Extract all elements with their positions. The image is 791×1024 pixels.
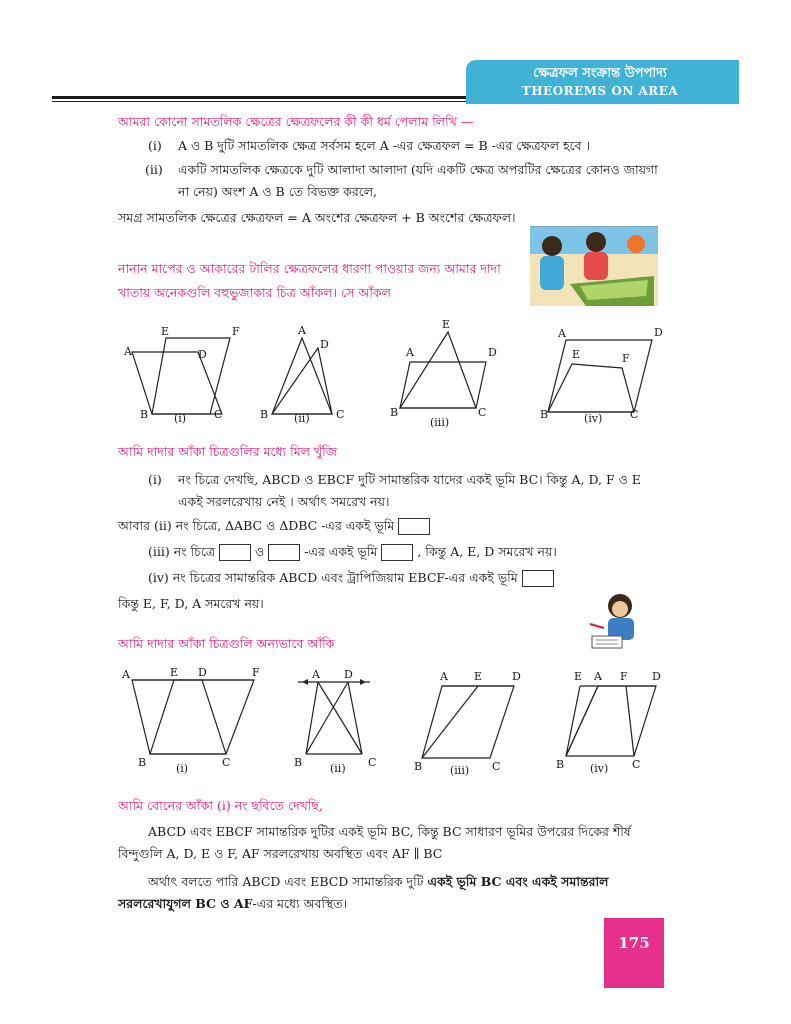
s5-p2-bold1: একই ভূমি BC এবং একই সমান্তরাল [427, 874, 609, 889]
fig3-label-d: D [488, 346, 497, 359]
s5-p1-line1: ABCD এবং EBCF সামান্তরিক দুটির একই ভূমি BC, কিন্তু BC সাধারণ ভূমির উপরের দিকের শীর্ষ [148, 824, 631, 839]
s3-ii-text: আবার (ii) নং চিত্রে, ΔABC ও ΔDBC -এর একই ভূমি [118, 518, 395, 533]
s3-iv-number: (iv) [148, 570, 169, 585]
bfig3-label-d: D [512, 670, 521, 683]
section5-heading: আমি বোনের আঁকা (i) নং ছবিতে দেখছি, [118, 798, 323, 813]
s3-tail: কিন্তু E, F, D, A সমরেখ নয়। [118, 596, 264, 611]
s3-ii-line [118, 516, 430, 536]
bfig4-label-f: F [620, 670, 628, 683]
fig2-number: (ii) [294, 412, 310, 425]
fig4-label-d: D [654, 326, 663, 339]
bfig3-label-a: A [440, 670, 448, 683]
page-number-box [604, 918, 664, 988]
bfig1-label-b: B [138, 756, 147, 769]
figure-bottom-1 [121, 666, 260, 775]
fig4-label-b: B [540, 408, 549, 421]
fig1-label-a: A [124, 345, 132, 358]
bfig4-label-e: E [574, 670, 583, 683]
fig3-label-b: B [390, 406, 399, 419]
fig2-label-c: C [336, 408, 345, 421]
s3-iii-text-d: , কিন্তু A, E, D সমরেখ নয়। [417, 544, 557, 559]
fig4-label-e: E [572, 348, 581, 361]
s5-p2-bold2: সরলরেখাযুগল BC ও AF [118, 896, 253, 911]
bfig4-label-c: C [632, 758, 641, 771]
s5-p2-line1 [148, 872, 608, 892]
children-drawing-illustration [530, 226, 658, 306]
fig1-label-b: B [140, 408, 149, 421]
s3-iv-line [148, 568, 554, 588]
bfig1-label-f: F [252, 666, 260, 679]
section3-heading: আমি দাদার আঁকা চিত্রগুলির মধ্যে মিল খুঁজি [118, 444, 337, 459]
fig1-label-f: F [232, 325, 240, 338]
page-number: 175 [618, 934, 650, 952]
fig3-label-a: A [406, 346, 414, 359]
s3-iii-text-b: ও [255, 544, 265, 559]
item2-number: (ii) [145, 162, 163, 177]
figures-top [112, 318, 672, 430]
figure-top-3 [390, 318, 497, 429]
fig2-label-b: B [260, 408, 269, 421]
s5-p2-line2 [118, 894, 347, 914]
s5-p1-line2: বিন্দুগুলি A, D, E ও F, AF সরলরেখায় অবস্থিত এবং AF ∥ BC [118, 846, 443, 861]
bfig2-label-d: D [344, 668, 353, 681]
bfig1-label-c: C [222, 756, 231, 769]
bfig2-label-a: A [312, 668, 320, 681]
trapezium-ebcf [548, 364, 634, 412]
fig3-number: (iii) [430, 416, 450, 429]
section2-line1: নানান মাপের ও আকারের টালির ক্ষেত্রফলের ধারণা পাওয়ার জন্য আমার দাদা [118, 261, 501, 276]
item1-number: (i) [148, 138, 162, 153]
s3-iii-number: (iii) [148, 544, 170, 559]
bfig1-number: (i) [176, 762, 189, 775]
fig1-label-c: C [214, 408, 223, 421]
fig2-label-d: D [320, 338, 329, 351]
fig4-label-a: A [558, 327, 566, 340]
triangle-ebc [400, 332, 476, 408]
bfig3-label-c: C [492, 760, 501, 773]
answer-box[interactable] [522, 570, 554, 587]
parallelogram-abcd [548, 340, 652, 412]
s5-p2-text-a: অর্থাৎ বলতে পারি ABCD এবং EBCD সামান্তরিক দুটি [148, 874, 428, 889]
answer-box[interactable] [398, 518, 430, 535]
s3-iii-line [148, 542, 557, 562]
figure-bottom-3 [414, 670, 521, 777]
figure-top-2 [260, 324, 344, 425]
bfig3-label-e: E [474, 670, 483, 683]
item2-line2: না নেয়) অংশ A ও B তে বিভক্ত করলে, [178, 184, 378, 199]
figure-bottom-4 [556, 670, 661, 775]
fig1-label-e: E [161, 325, 170, 338]
s3-i-line2: একই সরলরেখায় নেই । অর্থাৎ সমরেখ নয়। [178, 494, 390, 509]
s3-iii-text-c: -এর একই ভূমি [304, 544, 378, 559]
item1-text: A ও B দুটি সামতলিক ক্ষেত্র সর্বসম হলে A -এর ক্ষেত্রফল = B -এর ক্ষেত্রফল হবে । [178, 138, 591, 153]
bfig2-number: (ii) [330, 762, 346, 775]
figure-top-1 [123, 325, 240, 425]
fig4-label-c: C [630, 408, 639, 421]
figures-bottom [112, 662, 672, 782]
section1-summary: সমগ্র সামতলিক ক্ষেত্রের ক্ষেত্রফল = A অংশের ক্ষেত্রফল + B অংশের ক্ষেত্রফল। [118, 210, 516, 225]
answer-box[interactable] [268, 544, 300, 561]
girl-writing-illustration [588, 590, 652, 656]
fig2-label-a: A [298, 324, 306, 337]
bfig1-label-d: D [198, 666, 207, 679]
bfig1-label-e: E [170, 666, 179, 679]
section4-heading: আমি দাদার আঁকা চিত্রগুলি অন্যভাবে আঁকি [118, 636, 335, 651]
bfig2-label-b: B [294, 756, 303, 769]
section2-line2: খাতায় অনেকগুলি বহুভুজাকার চিত্র আঁকল। সে আঁকল [118, 285, 391, 300]
s3-i-line1: নং চিত্রে দেখছি, ABCD ও EBCF দুটি সামান্তরিক যাদের একই ভূমি BC। কিন্তু A, D, F ও E [178, 472, 641, 487]
section1-heading: আমরা কোনো সামতলিক ক্ষেত্রের ক্ষেত্রফলের কী কী ধর্ম পেলাম লিখি — [118, 114, 474, 129]
s5-p2-text-b: -এর মধ্যে অবস্থিত। [252, 896, 348, 911]
bfig4-number: (iv) [590, 762, 609, 775]
header-rule [52, 96, 466, 99]
s3-iv-text: নং চিত্রের সামান্তরিক ABCD এবং ট্রাপিজিয়াম EBCF-এর একই ভূমি [172, 570, 518, 585]
bfig4-label-a: A [594, 670, 602, 683]
figure-top-4 [540, 326, 663, 425]
item2-line1: একটি সামতলিক ক্ষেত্রকে দুটি আলাদা আলাদা (যদি একটি ক্ষেত্র অপরটির ক্ষেত্রের কোনও জায়গা [178, 162, 658, 177]
triangle-dbc [272, 348, 332, 414]
header-title: ক্ষেত্রফল সংক্রান্ত উপপাদ্য [533, 66, 667, 81]
fig1-number: (i) [174, 412, 187, 425]
parallelogram-ebcf [152, 338, 230, 414]
s3-iii-text-a: নং চিত্রে [173, 544, 216, 559]
answer-box[interactable] [381, 544, 413, 561]
fig4-label-f: F [622, 352, 630, 365]
figure-bottom-2 [294, 668, 376, 775]
fig1-label-d: D [198, 348, 207, 361]
bfig3-number: (iii) [450, 764, 470, 777]
bfig1-label-a: A [122, 668, 130, 681]
s3-i-number: (i) [148, 472, 162, 487]
fig3-label-e: E [442, 318, 451, 331]
bfig4-label-d: D [652, 670, 661, 683]
parallelogram-abcd [132, 352, 222, 414]
header-rule-thin [52, 101, 466, 102]
bfig3-label-b: B [414, 760, 423, 773]
answer-box[interactable] [219, 544, 251, 561]
fig3-label-c: C [478, 406, 487, 419]
header-subtitle: THEOREMS ON AREA [521, 84, 679, 98]
bfig4-label-b: B [556, 758, 565, 771]
bfig2-label-c: C [368, 756, 377, 769]
fig4-number: (iv) [584, 412, 603, 425]
